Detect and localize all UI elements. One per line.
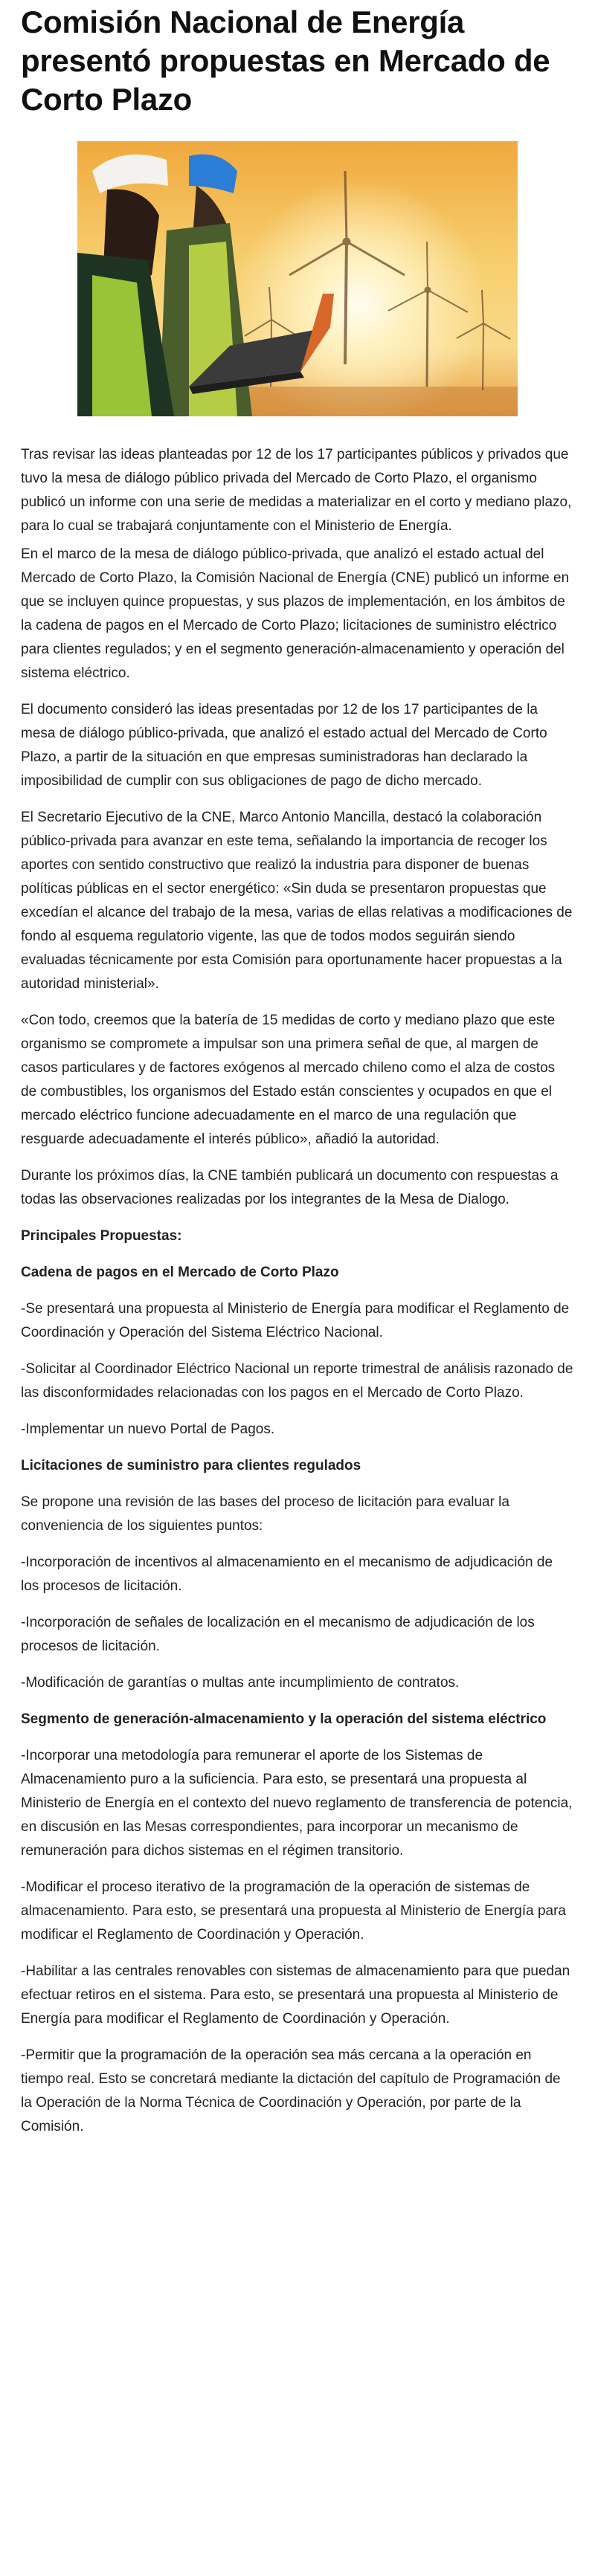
list-item: -Incorporación de incentivos al almacenamiento en el mecanismo de adjudicación de los procesos de licitación.	[21, 1555, 553, 1594]
section-heading-generation-storage: Segmento de generación-almacenamiento y la operación del sistema eléctrico	[21, 1711, 547, 1727]
list-item: -Incorporar una metodología para remunerar el aporte de los Sistemas de Almacenamiento puro a la suficiencia. Para esto, se presentará una propuesta al Ministerio de Energía en el contexto del nuevo reglamento de transferencia de potencia, en discusión en las Mesas correspondientes, para incorporar un mecanismo de remuneración para dichos sistemas en el régimen transitorio.	[21, 1748, 573, 1859]
paragraph: En el marco de la mesa de diálogo público-privada, que analizó el estado actual del Mercado de Corto Plazo, la Comisión Nacional de Energía (CNE) publicó un informe en que se incluyen quince propuestas, y sus plazos de implementación, en los ámbitos de la cadena de pagos en el Mercado de Corto Plazo; licitaciones de suministro eléctrico para clientes regulados; y en el segmento generación-almacenamiento y operación del sistema eléctrico.	[21, 546, 570, 681]
section-heading-tenders: Licitaciones de suministro para clientes regulados	[21, 1458, 361, 1473]
article-body	[21, 443, 574, 2139]
page-title: Comisión Nacional de Energía presentó propuestas en Mercado de Corto Plazo	[21, 4, 550, 117]
list-item: -Habilitar a las centrales renovables con sistemas de almacenamiento para que puedan efectuar retiros en el sistema. Para esto, se presentará una propuesta al Ministerio de Energía para modificar el Reglamento de Coordinación y Operación.	[21, 1963, 570, 2027]
paragraph: Durante los próximos días, la CNE también publicará un documento con respuestas a todas las observaciones realizadas por los integrantes de la Mesa de Dialogo.	[21, 1168, 559, 1207]
list-item: -Modificación de garantías o multas ante incumplimiento de contratos.	[21, 1675, 460, 1691]
paragraph-intro: Tras revisar las ideas planteadas por 12 de los 17 participantes públicos y privados que tuvo la mesa de diálogo público privada del Mercado de Corto Plazo, el organismo publicó un informe con una serie de medidas a materializar en el corto y mediano plazo, para lo cual se trabajará conjuntamente con el Ministerio de Energía.	[21, 447, 572, 534]
paragraph: El documento consideró las ideas presentadas por 12 de los 17 participantes de la mesa de diálogo público-privada, que analizó el estado actual del Mercado de Corto Plazo, a partir de la situación en que empresas suministradoras han declarado la imposibilidad de cumplir con sus obligaciones de pago de dicho mercado.	[21, 702, 547, 789]
list-item: -Modificar el proceso iterativo de la programación de la operación de sistemas de almacenamiento. Para esto, se presentará una propuesta al Ministerio de Energía para modificar el Reglamento de Coordinación y Operación.	[21, 1879, 566, 1943]
hero-photo-icon	[77, 141, 518, 416]
paragraph: El Secretario Ejecutivo de la CNE, Marco Antonio Mancilla, destacó la colaboración público-privada para avanzar en este tema, señalando la importancia de recoger los aportes con sentido constructivo que realizó la industria para disponer de buenas políticas públicas en el sector energético: «Sin duda se presentaron propuestas que excedían el alcance del trabajo de la mesa, varias de ellas relativas a modificaciones de fondo al esquema regulatorio vigente, las que de todos modos seguirán siendo evaluadas técnicamente por esta Comisión para oportunamente hacer propuestas a la autoridad ministerial».	[21, 810, 573, 992]
hero-image	[77, 141, 518, 416]
section-intro: Se propone una revisión de las bases del proceso de licitación para evaluar la conveniencia de los siguientes puntos:	[21, 1494, 509, 1534]
paragraph: «Con todo, creemos que la batería de 15 medidas de corto y mediano plazo que este organismo se compromete a impulsar son una primera señal de que, al margen de casos particulares y de factores exógenos al mercado chileno como el alza de costos de combustibles, los organismos del Estado están conscientes y ocupados en que el mercado eléctrico funcione adecuadamente en el marco de una regulación que resguarde adecuadamente el interés público», añadió la autoridad.	[21, 1013, 556, 1147]
list-item: -Incorporación de señales de localización en el mecanismo de adjudicación de los procesos de licitación.	[21, 1615, 535, 1654]
list-item: -Implementar un nuevo Portal de Pagos.	[21, 1421, 275, 1437]
article	[0, 3, 595, 2139]
principal-proposals-heading: Principales Propuestas:	[21, 1228, 182, 1244]
section-heading-payment-chain: Cadena de pagos en el Mercado de Corto Plazo	[21, 1265, 339, 1280]
list-item: -Se presentará una propuesta al Ministerio de Energía para modificar el Reglamento de Coordinación y Operación del Sistema Eléctrico Nacional.	[21, 1301, 570, 1340]
list-item: -Permitir que la programación de la operación sea más cercana a la operación en tiempo real. Esto se concretará mediante la dictación del capítulo de Programación de la Operación de la Norma Técnica de Coordinación y Operación, por parte de la Comisión.	[21, 2047, 561, 2134]
list-item: -Solicitar al Coordinador Eléctrico Nacional un reporte trimestral de análisis razonado de las disconformidades relacionadas con los pagos en el Mercado de Corto Plazo.	[21, 1361, 573, 1401]
